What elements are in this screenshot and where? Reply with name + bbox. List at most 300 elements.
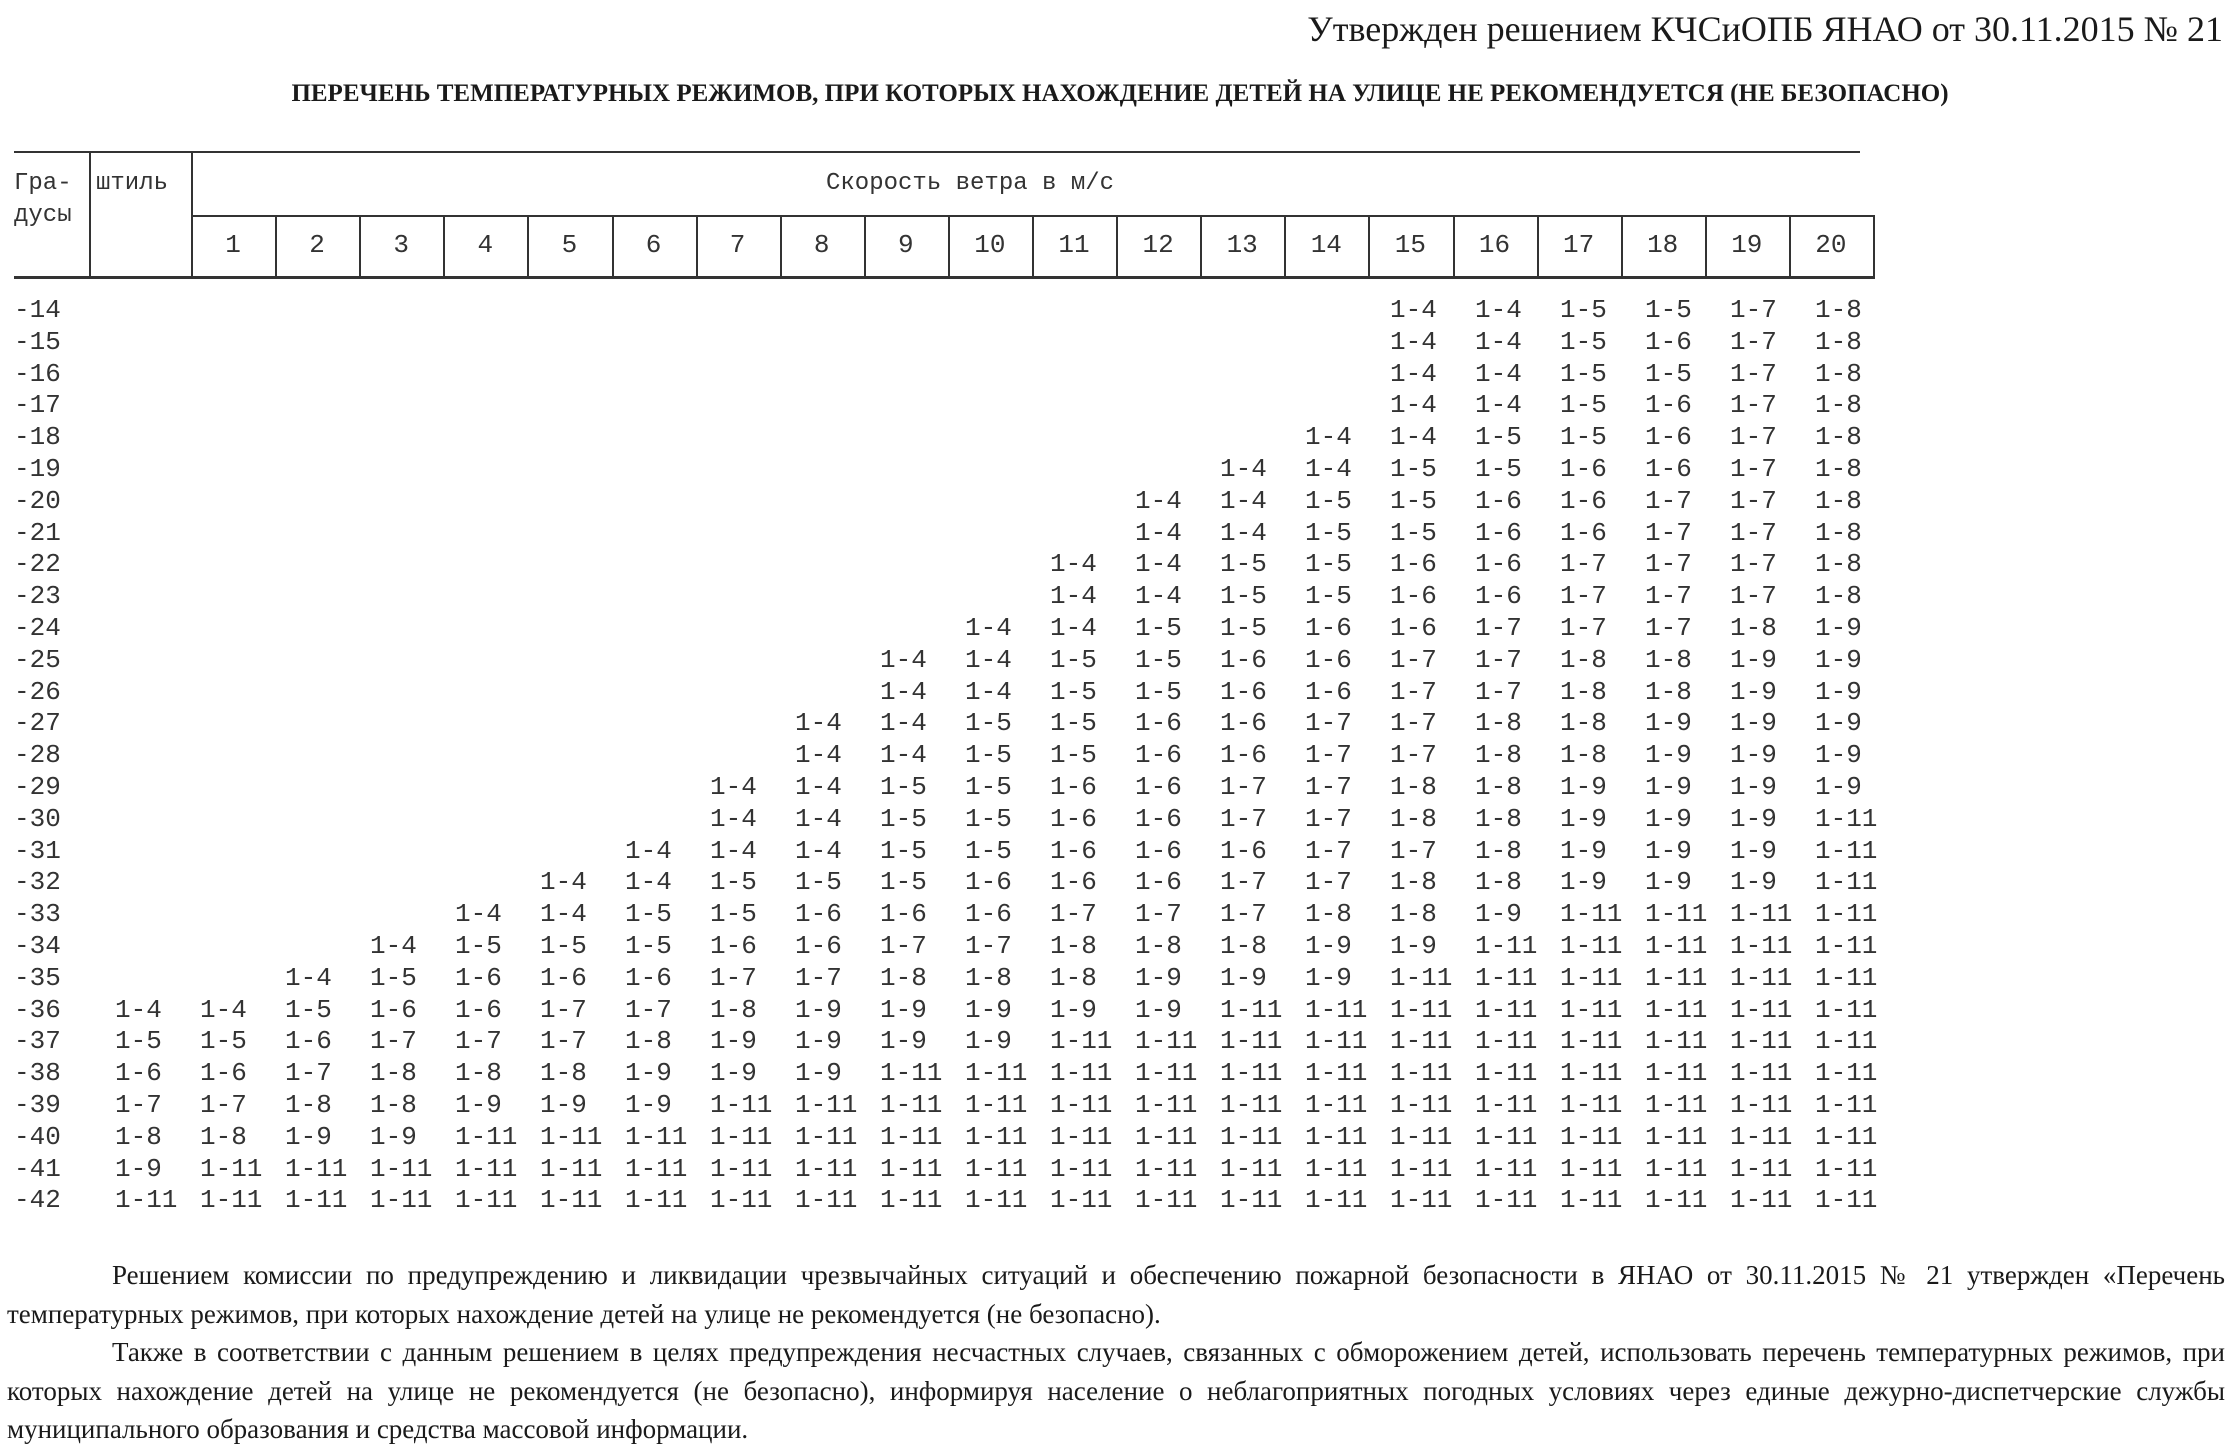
table-cell: 1-4: [1050, 613, 1097, 643]
table-cell: 1-5: [455, 931, 502, 961]
table-cell: 1-6: [200, 1058, 247, 1089]
paragraph-recommendation: Также в соответствии с данным решением в целях предупреждения несчастных случаев, связанных с обморожением детей, использовать перечень температурных режимов, при которых нахождение детей на улице не рекомендуется (не безопасно), информируя население о неблагоприятных погодных условиях через единые дежурно-диспетчерские службы муниципального образования и средства массовой информации.: [7, 1337, 2225, 1444]
table-cell: 1-5: [1560, 390, 1607, 421]
table-cell: 1-6: [455, 994, 502, 1025]
table-cell: 1-11: [1050, 1121, 1113, 1152]
table-cell: 1-8: [1390, 867, 1437, 898]
table-cell: 1-6: [1050, 772, 1097, 802]
table-cell: 1-8: [115, 1121, 162, 1152]
table-cell: 1-5: [1050, 708, 1097, 739]
table-cell: 1-5: [1220, 613, 1267, 643]
table-cell: 1-5: [625, 931, 672, 961]
wind-speed-column-header: 13: [1226, 230, 1258, 260]
table-cell: 1-5: [1560, 326, 1607, 357]
table-cell: 1-9: [1135, 962, 1182, 993]
table-cell: 1-5: [710, 867, 757, 898]
table-cell: 1-11: [370, 1185, 433, 1216]
table-cell: 1-11: [1050, 1153, 1113, 1184]
table-cell: 1-7: [1305, 835, 1352, 866]
table-cell: 1-7: [1305, 803, 1352, 834]
table-cell: 1-11: [1645, 1185, 1708, 1216]
table-cell: 1-11: [965, 1121, 1028, 1152]
table-cell: 1-6: [370, 994, 417, 1025]
table-cell: 1-11: [1560, 1121, 1623, 1152]
temperature-label: -27: [14, 708, 61, 739]
table-cell: 1-5: [965, 740, 1012, 771]
table-cell: 1-6: [1390, 549, 1437, 580]
table-cell: 1-4: [1390, 326, 1437, 357]
temperature-label: -15: [14, 326, 61, 357]
table-top-border: [14, 151, 1860, 153]
table-cell: 1-11: [1305, 1153, 1368, 1184]
table-cell: 1-6: [710, 931, 757, 961]
table-cell: 1-8: [1815, 549, 1862, 580]
wind-speed-column-header: 18: [1647, 230, 1679, 260]
table-cell: 1-6: [1390, 613, 1437, 643]
table-cell: 1-8: [1730, 613, 1777, 643]
table-cell: 1-11: [795, 1121, 858, 1152]
table-cell: 1-11: [1135, 1026, 1198, 1057]
table-cell: 1-11: [1560, 1026, 1623, 1057]
table-cell: 1-4: [795, 772, 842, 802]
temperature-label: -41: [14, 1153, 61, 1184]
approval-note: Утвержден решением КЧСиОПБ ЯНАО от 30.11.2015 № 21: [1307, 9, 2223, 49]
table-cell: 1-7: [965, 931, 1012, 961]
table-cell: 1-11: [965, 1185, 1028, 1216]
table-cell: 1-11: [1815, 962, 1878, 993]
table-cell: 1-7: [1730, 485, 1777, 516]
table-cell: 1-4: [1475, 326, 1522, 357]
document-title: ПЕРЕЧЕНЬ ТЕМПЕРАТУРНЫХ РЕЖИМОВ, ПРИ КОТОРЫХ НАХОЖДЕНИЕ ДЕТЕЙ НА УЛИЦЕ НЕ РЕКОМЕНДУЕТСЯ (НЕ БЕЗОПАСНО): [291, 80, 1949, 107]
table-cell: 1-11: [1390, 1121, 1453, 1152]
temperature-label: -18: [14, 422, 61, 453]
table-cell: 1-7: [1305, 772, 1352, 802]
table-cell: 1-6: [1560, 485, 1607, 516]
table-cell: 1-7: [1645, 581, 1692, 612]
table-cell: 1-6: [965, 867, 1012, 898]
table-cell: 1-4: [1220, 454, 1267, 484]
table-cell: 1-11: [1730, 899, 1793, 930]
table-cell: 1-11: [1815, 1153, 1878, 1184]
table-cell: 1-11: [710, 1090, 773, 1120]
table-cell: 1-7: [200, 1090, 247, 1120]
table-cell: 1-11: [1475, 1058, 1538, 1089]
table-cell: 1-4: [965, 644, 1012, 675]
wind-speed-column-header: 8: [813, 230, 830, 260]
table-cell: 1-11: [1730, 994, 1793, 1025]
table-cell: 1-7: [115, 1090, 162, 1120]
table-cell: 1-4: [285, 962, 332, 993]
table-cell: 1-8: [1815, 326, 1862, 357]
table-cell: 1-6: [1305, 676, 1352, 707]
table-cell: 1-7: [1560, 613, 1607, 643]
table-cell: 1-11: [1815, 1090, 1878, 1120]
table-cell: 1-4: [1135, 517, 1182, 548]
table-cell: 1-7: [455, 1026, 502, 1057]
wind-speed-column-header: 19: [1731, 230, 1763, 260]
table-cell: 1-11: [1050, 1090, 1113, 1120]
table-cell: 1-7: [370, 1026, 417, 1057]
explanatory-text: [7, 1256, 2225, 1449]
table-cell: 1-9: [795, 994, 842, 1025]
table-cell: 1-11: [1475, 931, 1538, 961]
paragraph-decision: Решением комиссии по предупреждению и ликвидации чрезвычайных ситуаций и обеспечению пожарной безопасности в ЯНАО от 30.11.2015 № 21 утвержден «Перечень температурных режимов, при которых нахождение детей на улице не рекомендуется (не безопасно).: [7, 1260, 2225, 1329]
temperature-label: -22: [14, 549, 61, 580]
table-cell: 1-6: [1135, 772, 1182, 802]
table-cell: 1-7: [1730, 422, 1777, 453]
table-cell: 1-11: [455, 1185, 518, 1216]
table-cell: 1-7: [1730, 581, 1777, 612]
table-cell: 1-11: [1390, 1153, 1453, 1184]
table-cell: 1-8: [1815, 485, 1862, 516]
table-cell: 1-5: [1560, 358, 1607, 389]
table-cell: 1-9: [1050, 994, 1097, 1025]
table-cell: 1-11: [1220, 1090, 1283, 1120]
wind-speed-header: Скорость ветра в м/с: [826, 170, 1115, 197]
temperature-label: -35: [14, 962, 61, 993]
table-cell: 1-5: [1305, 581, 1352, 612]
table-cell: 1-7: [1305, 740, 1352, 771]
table-cell: 1-7: [1220, 899, 1267, 930]
table-cell: 1-5: [965, 708, 1012, 739]
table-cell: 1-11: [200, 1153, 263, 1184]
temperature-label: -42: [14, 1185, 61, 1216]
table-cell: 1-11: [1475, 962, 1538, 993]
table-cell: 1-6: [1135, 867, 1182, 898]
table-cell: 1-9: [1560, 835, 1607, 866]
table-cell: 1-9: [625, 1058, 672, 1089]
table-cell: 1-11: [1560, 931, 1623, 961]
table-cell: 1-9: [370, 1121, 417, 1152]
wind-speed-column-header: 10: [974, 230, 1006, 260]
table-cell: 1-8: [1560, 676, 1607, 707]
table-cell: 1-11: [1475, 994, 1538, 1025]
table-cell: 1-4: [1475, 358, 1522, 389]
table-cell: 1-7: [1305, 867, 1352, 898]
table-cell: 1-7: [1135, 899, 1182, 930]
table-cell: 1-11: [285, 1153, 348, 1184]
table-cell: 1-11: [1135, 1058, 1198, 1089]
table-cell: 1-11: [1730, 1185, 1793, 1216]
table-cell: 1-11: [1475, 1185, 1538, 1216]
table-cell: 1-11: [370, 1153, 433, 1184]
table-cell: 1-4: [1390, 390, 1437, 421]
table-cell: 1-5: [1305, 485, 1352, 516]
table-cell: 1-9: [1815, 708, 1862, 739]
temperature-label: -28: [14, 740, 61, 771]
table-cell: 1-6: [1560, 517, 1607, 548]
table-cell: 1-5: [1390, 517, 1437, 548]
table-cell: 1-4: [625, 835, 672, 866]
table-cell: 1-5: [625, 899, 672, 930]
table-cell: 1-7: [1220, 772, 1267, 802]
table-cell: 1-9: [1730, 835, 1777, 866]
table-cell: 1-5: [540, 931, 587, 961]
table-cell: 1-6: [1135, 803, 1182, 834]
table-cell: 1-11: [1560, 1153, 1623, 1184]
table-cell: 1-11: [1815, 931, 1878, 961]
table-cell: 1-11: [200, 1185, 263, 1216]
header-bottom-border: [14, 276, 1875, 279]
temperature-label: -16: [14, 358, 61, 389]
temperature-label: -17: [14, 390, 61, 421]
table-cell: 1-11: [1305, 1026, 1368, 1057]
table-cell: 1-4: [1475, 295, 1522, 325]
table-cell: 1-11: [1645, 899, 1708, 930]
table-cell: 1-5: [965, 772, 1012, 802]
table-cell: 1-6: [880, 899, 927, 930]
table-cell: 1-11: [625, 1121, 688, 1152]
table-cell: 1-11: [965, 1090, 1028, 1120]
table-cell: 1-9: [455, 1090, 502, 1120]
temperature-label: -29: [14, 772, 61, 802]
table-cell: 1-8: [1390, 803, 1437, 834]
table-cell: 1-7: [1390, 676, 1437, 707]
table-cell: 1-11: [1730, 1058, 1793, 1089]
table-cell: 1-5: [1390, 454, 1437, 484]
table-cell: 1-7: [285, 1058, 332, 1089]
table-cell: 1-5: [1050, 740, 1097, 771]
table-cell: 1-7: [1475, 613, 1522, 643]
table-cell: 1-11: [880, 1153, 943, 1184]
table-cell: 1-7: [1645, 549, 1692, 580]
table-cell: 1-4: [1135, 549, 1182, 580]
table-cell: 1-11: [795, 1153, 858, 1184]
table-cell: 1-6: [1135, 708, 1182, 739]
table-cell: 1-11: [965, 1153, 1028, 1184]
table-cell: 1-11: [1220, 994, 1283, 1025]
table-cell: 1-5: [1645, 358, 1692, 389]
table-cell: 1-8: [1560, 644, 1607, 675]
table-cell: 1-6: [1475, 549, 1522, 580]
table-cell: 1-11: [540, 1153, 603, 1184]
table-cell: 1-7: [1220, 867, 1267, 898]
table-cell: 1-5: [1560, 422, 1607, 453]
table-cell: 1-9: [1645, 740, 1692, 771]
table-cell: 1-7: [795, 962, 842, 993]
table-cell: 1-5: [1305, 517, 1352, 548]
table-cell: 1-9: [1730, 740, 1777, 771]
table-cell: 1-4: [625, 867, 672, 898]
table-cell: 1-6: [1135, 835, 1182, 866]
table-cell: 1-11: [1220, 1121, 1283, 1152]
table-cell: 1-9: [1815, 676, 1862, 707]
table-cell: 1-4: [1305, 454, 1352, 484]
table-cell: 1-6: [1645, 454, 1692, 484]
table-cell: 1-11: [1475, 1121, 1538, 1152]
table-cell: 1-8: [1475, 708, 1522, 739]
table-cell: 1-6: [1305, 613, 1352, 643]
table-cell: 1-8: [1305, 899, 1352, 930]
table-cell: 1-11: [1390, 1090, 1453, 1120]
table-cell: 1-8: [1815, 581, 1862, 612]
temperature-label: -31: [14, 835, 61, 866]
table-cell: 1-9: [1305, 931, 1352, 961]
table-cell: 1-6: [1220, 708, 1267, 739]
table-cell: 1-7: [1730, 390, 1777, 421]
wind-speed-column-header: 7: [729, 230, 746, 260]
table-cell: 1-8: [1050, 931, 1097, 961]
table-cell: 1-9: [795, 1026, 842, 1057]
table-cell: 1-11: [1645, 1090, 1708, 1120]
table-cell: 1-9: [1220, 962, 1267, 993]
table-cell: 1-4: [710, 772, 757, 802]
table-cell: 1-4: [1220, 485, 1267, 516]
table-cell: 1-11: [1305, 1185, 1368, 1216]
table-cell: 1-5: [965, 803, 1012, 834]
table-cell: 1-11: [1730, 1121, 1793, 1152]
table-cell: 1-6: [1475, 581, 1522, 612]
table-cell: 1-8: [370, 1090, 417, 1120]
table-cell: 1-11: [1560, 962, 1623, 993]
table-cell: 1-7: [1730, 517, 1777, 548]
table-cell: 1-9: [1730, 772, 1777, 802]
table-cell: 1-6: [455, 962, 502, 993]
table-cell: 1-11: [710, 1121, 773, 1152]
table-cell: 1-8: [1220, 931, 1267, 961]
temperature-label: -34: [14, 931, 61, 961]
table-cell: 1-11: [1220, 1058, 1283, 1089]
table-cell: 1-11: [1050, 1058, 1113, 1089]
table-cell: 1-6: [1645, 390, 1692, 421]
wind-speed-column-header: 5: [561, 230, 578, 260]
table-cell: 1-7: [1645, 485, 1692, 516]
table-cell: 1-8: [540, 1058, 587, 1089]
temperature-label: -39: [14, 1090, 61, 1120]
table-cell: 1-9: [115, 1153, 162, 1184]
table-cell: 1-11: [1390, 994, 1453, 1025]
table-cell: 1-6: [1560, 454, 1607, 484]
table-cell: 1-11: [1560, 994, 1623, 1025]
table-cell: 1-5: [1390, 485, 1437, 516]
table-cell: 1-5: [1220, 581, 1267, 612]
table-cell: 1-6: [1050, 867, 1097, 898]
table-cell: 1-7: [710, 962, 757, 993]
table-cell: 1-11: [1730, 1153, 1793, 1184]
table-cell: 1-8: [1560, 708, 1607, 739]
table-cell: 1-11: [1135, 1185, 1198, 1216]
table-cell: 1-11: [1390, 1185, 1453, 1216]
table-cell: 1-6: [1220, 644, 1267, 675]
table-cell: 1-5: [795, 867, 842, 898]
table-cell: 1-11: [455, 1153, 518, 1184]
table-cell: 1-6: [285, 1026, 332, 1057]
table-cell: 1-8: [1645, 644, 1692, 675]
table-cell: 1-8: [370, 1058, 417, 1089]
degrees-header-line2: дусы: [14, 202, 72, 229]
table-cell: 1-11: [625, 1153, 688, 1184]
table-cell: 1-7: [1645, 613, 1692, 643]
temperature-label: -40: [14, 1121, 61, 1152]
table-cell: 1-11: [1475, 1090, 1538, 1120]
table-cell: 1-11: [1730, 931, 1793, 961]
wind-speed-column-header: 11: [1058, 230, 1090, 260]
table-cell: 1-9: [1815, 644, 1862, 675]
table-cell: 1-6: [1475, 517, 1522, 548]
table-cell: 1-11: [1220, 1153, 1283, 1184]
table-cell: 1-7: [1390, 644, 1437, 675]
table-cell: 1-9: [1730, 867, 1777, 898]
degrees-header-line1: Гра-: [14, 170, 72, 197]
table-cell: 1-6: [1305, 644, 1352, 675]
wind-speed-column-header: 6: [645, 230, 662, 260]
table-cell: 1-11: [795, 1185, 858, 1216]
table-cell: 1-8: [1815, 422, 1862, 453]
table-cell: 1-4: [1390, 295, 1437, 325]
table-cell: 1-11: [1135, 1090, 1198, 1120]
table-cell: 1-6: [1645, 326, 1692, 357]
table-cell: 1-8: [455, 1058, 502, 1089]
table-cell: 1-5: [1645, 295, 1692, 325]
table-cell: 1-9: [1560, 803, 1607, 834]
table-cell: 1-11: [1815, 1121, 1878, 1152]
table-cell: 1-11: [1305, 1090, 1368, 1120]
table-cell: 1-11: [1815, 1185, 1878, 1216]
table-cell: 1-9: [710, 1058, 757, 1089]
temperature-label: -30: [14, 803, 61, 834]
table-cell: 1-11: [1645, 1026, 1708, 1057]
calm-header: штиль: [96, 170, 169, 197]
temperature-label: -26: [14, 676, 61, 707]
table-cell: 1-5: [370, 962, 417, 993]
table-cell: 1-9: [965, 1026, 1012, 1057]
table-cell: 1-5: [880, 835, 927, 866]
temperature-label: -37: [14, 1026, 61, 1057]
table-cell: 1-11: [1730, 962, 1793, 993]
table-cell: 1-6: [1220, 676, 1267, 707]
table-cell: 1-9: [1815, 740, 1862, 771]
temperature-label: -23: [14, 581, 61, 612]
table-cell: 1-9: [795, 1058, 842, 1089]
table-cell: 1-11: [1220, 1026, 1283, 1057]
table-cell: 1-11: [115, 1185, 178, 1216]
table-cell: 1-11: [1560, 1090, 1623, 1120]
table-cell: 1-11: [1815, 803, 1878, 834]
table-cell: 1-11: [1645, 931, 1708, 961]
table-cell: 1-8: [1475, 772, 1522, 802]
table-cell: 1-6: [1050, 803, 1097, 834]
table-cell: 1-8: [1815, 390, 1862, 421]
table-cell: 1-11: [1135, 1121, 1198, 1152]
table-cell: 1-4: [540, 867, 587, 898]
table-cell: 1-7: [1730, 549, 1777, 580]
table-cell: 1-6: [1645, 422, 1692, 453]
table-cell: 1-9: [625, 1090, 672, 1120]
table-cell: 1-11: [1815, 835, 1878, 866]
table-cell: 1-6: [795, 899, 842, 930]
table-cell: 1-8: [200, 1121, 247, 1152]
table-cell: 1-7: [1560, 549, 1607, 580]
table-cell: 1-11: [540, 1121, 603, 1152]
table-cell: 1-4: [1135, 485, 1182, 516]
table-cell: 1-11: [1645, 962, 1708, 993]
table-cell: 1-4: [540, 899, 587, 930]
table-cell: 1-11: [1050, 1026, 1113, 1057]
table-cell: 1-7: [540, 1026, 587, 1057]
table-cell: 1-5: [1135, 644, 1182, 675]
table-cell: 1-7: [1305, 708, 1352, 739]
wind-speed-column-header: 3: [393, 230, 409, 260]
temperature-label: -38: [14, 1058, 61, 1089]
table-cell: 1-11: [880, 1121, 943, 1152]
table-cell: 1-5: [1560, 295, 1607, 325]
table-cell: 1-9: [540, 1090, 587, 1120]
table-cell: 1-9: [1135, 994, 1182, 1025]
table-cell: 1-7: [625, 994, 672, 1025]
table-cell: 1-5: [1220, 549, 1267, 580]
table-cell: 1-9: [1560, 867, 1607, 898]
table-cell: 1-11: [1475, 1153, 1538, 1184]
